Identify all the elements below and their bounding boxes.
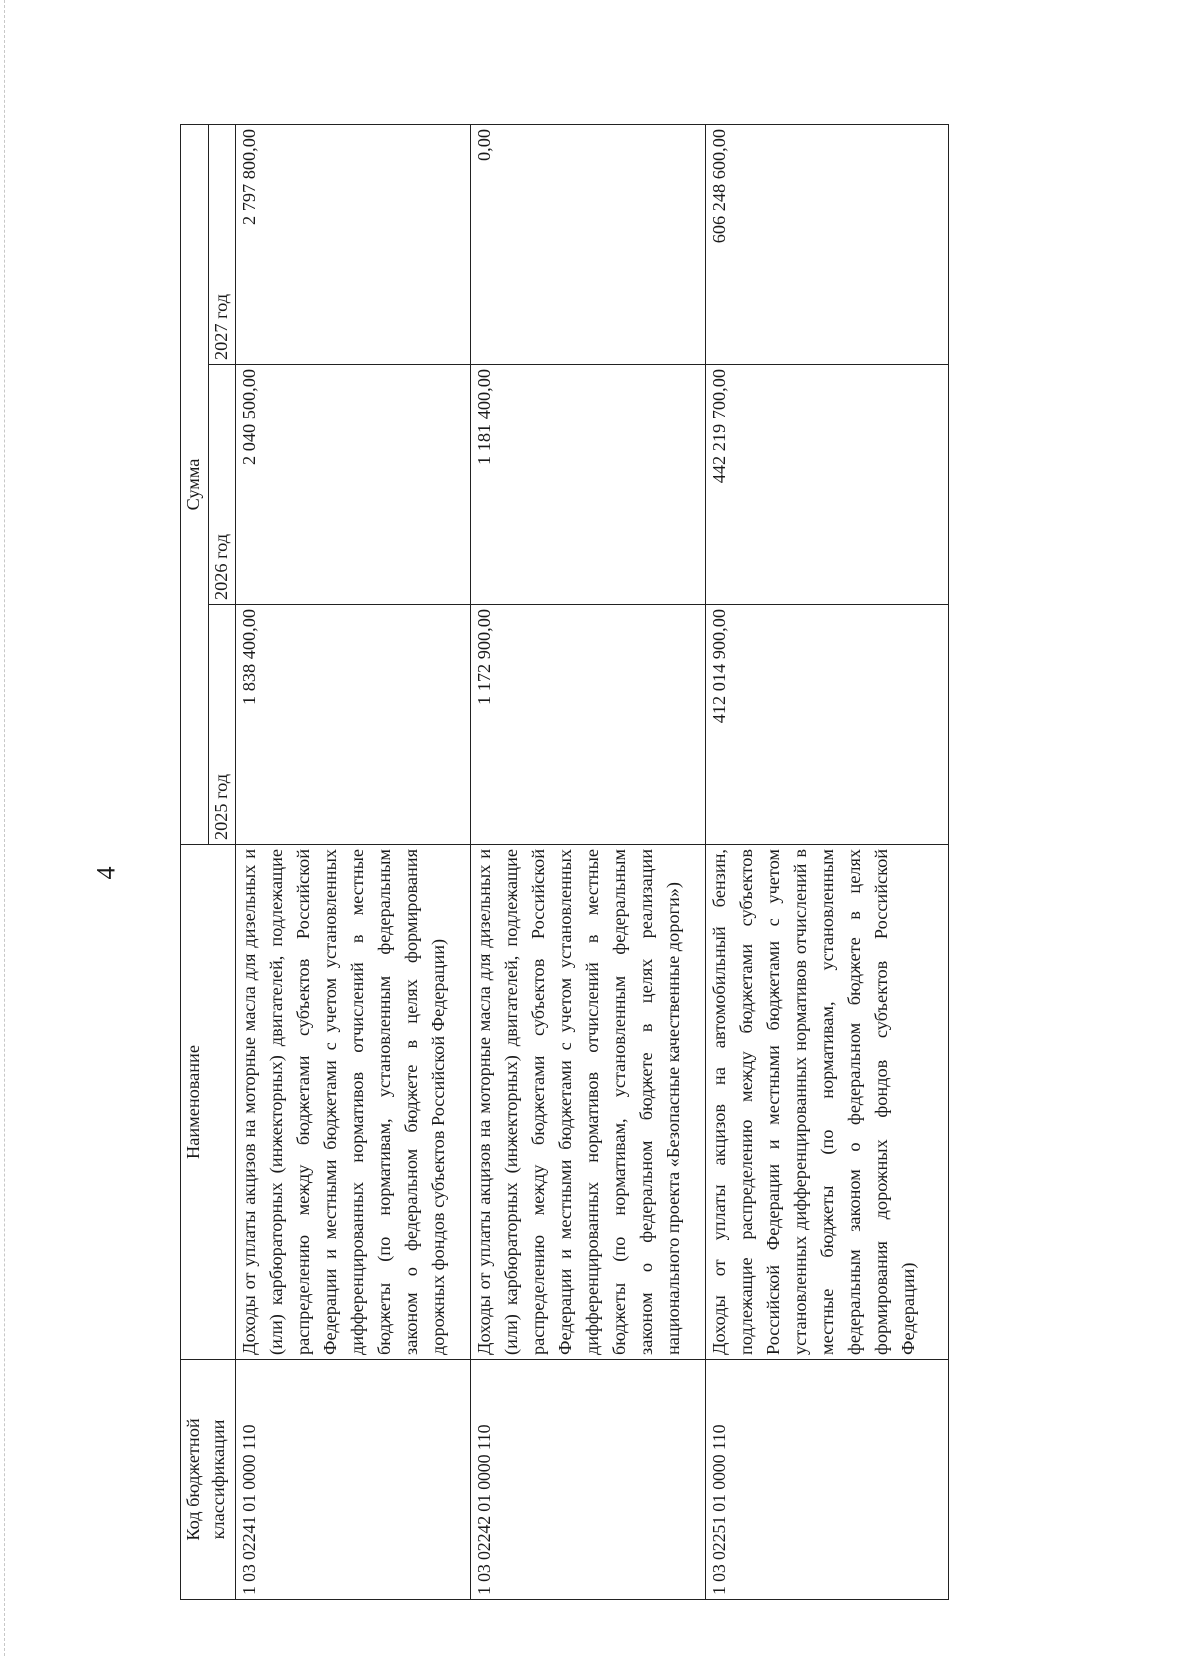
row-code: 1 03 02241 01 0000 110: [236, 1360, 471, 1600]
table-row: [471, 124, 706, 1599]
row-code: 1 03 02242 01 0000 110: [471, 1360, 706, 1600]
row-amount-2025: 412 014 900,00: [706, 605, 949, 845]
row-code: 1 03 02251 01 0000 110: [706, 1360, 949, 1600]
table-row: [236, 124, 471, 1599]
page-number: 4: [91, 866, 121, 880]
row-amount-2025: 1 172 900,00: [471, 605, 706, 845]
header-year-2026: 2026 год: [209, 365, 236, 605]
row-name: Доходы от уплаты акцизов на автомобильный бензин, подлежащие распределению между бюджетами субъектов Российской Федерации и местными бюджетами с учетом установленных дифференцированных нормативов отчислений в местные бюджеты (по нормативам, установленным федеральным законом о федеральном бюджете в целях формирования дорожных фондов субъектов Российской Федерации): [706, 845, 949, 1360]
header-year-2025: 2025 год: [209, 605, 236, 845]
row-amount-2025: 1 838 400,00: [236, 605, 471, 845]
header-year-2027: 2027 год: [209, 124, 236, 364]
header-name: Наименование: [181, 845, 236, 1360]
row-amount-2026: 442 219 700,00: [706, 365, 949, 605]
header-sum: Сумма: [181, 124, 209, 844]
row-amount-2026: 1 181 400,00: [471, 365, 706, 605]
row-name: Доходы от уплаты акцизов на моторные масла для дизельных и (или) карбюраторных (инжекторных) двигателей, подлежащие распределению между бюджетами субъектов Российской Федерации и местными бюджетами с учетом установленных дифференцированных нормативов отчислений в местные бюджеты (по нормативам, установленным федеральным законом о федеральном бюджете в целях формирования дорожных фондов субъектов Российской Федерации): [236, 845, 471, 1360]
scan-margin-line: [4, 0, 6, 1656]
rotated-table-container: [180, 125, 948, 1600]
table-row: [706, 124, 949, 1599]
header-code: Код бюджетной классификации: [181, 1360, 236, 1600]
row-amount-2026: 2 040 500,00: [236, 365, 471, 605]
row-amount-2027: 606 248 600,00: [706, 124, 949, 364]
row-amount-2027: 2 797 800,00: [236, 124, 471, 364]
row-amount-2027: 0,00: [471, 124, 706, 364]
header-row: [181, 124, 209, 1599]
row-name: Доходы от уплаты акцизов на моторные масла для дизельных и (или) карбюраторных (инжекторных) двигателей, подлежащие распределению между бюджетами субъектов Российской Федерации и местными бюджетами с учетом установленных дифференцированных нормативов отчислений в местные бюджеты (по нормативам, установленным федеральным законом о федеральном бюджете в целях реализации национального проекта «Безопасные качественные дороги»): [471, 845, 706, 1360]
budget-table: [180, 124, 949, 1600]
